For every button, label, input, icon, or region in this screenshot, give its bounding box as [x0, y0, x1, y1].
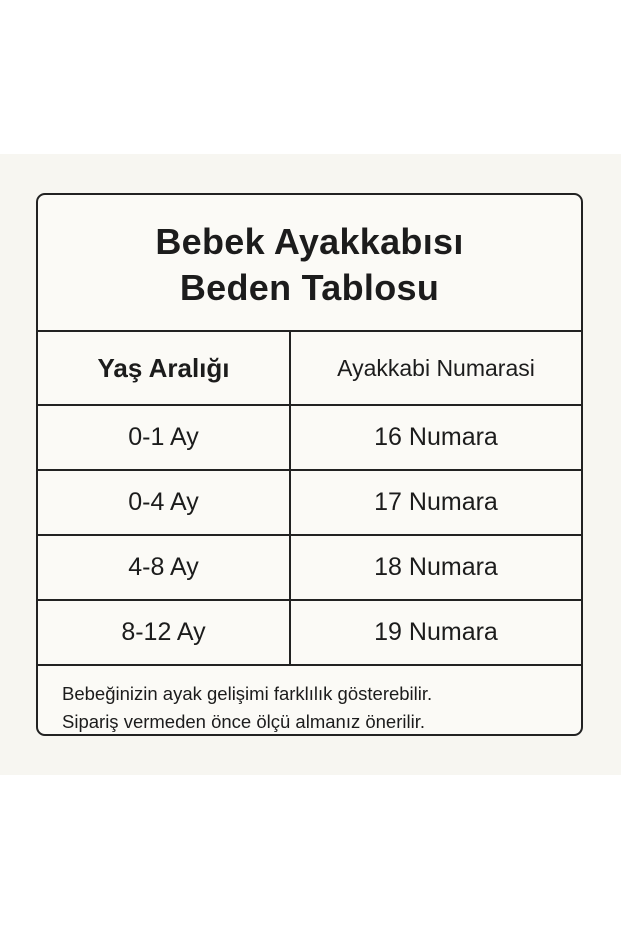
age-cell: 0-1 Ay [38, 405, 290, 470]
table-row [38, 405, 581, 470]
footnote [38, 666, 581, 736]
footnote-line-1: Bebeğinizin ayak gelişimi farklılık gösterebilir. [62, 683, 433, 704]
footnote-line-2: Sipariş vermeden önce ölçü almanız önerilir. [62, 711, 425, 732]
size-cell: 17 Numara [290, 470, 581, 535]
table-row [38, 470, 581, 535]
size-cell: 18 Numara [290, 535, 581, 600]
title-line-1: Bebek Ayakkabısı [155, 220, 464, 262]
size-chart-card [36, 193, 583, 736]
age-cell: 8-12 Ay [38, 600, 290, 665]
size-cell: 19 Numara [290, 600, 581, 665]
table-row [38, 600, 581, 665]
table-header-row [38, 332, 581, 405]
size-table [38, 332, 581, 666]
header-age-range: Yaş Aralığı [38, 332, 290, 405]
header-shoe-size: Ayakkabi Numarasi [290, 332, 581, 405]
chart-title [38, 195, 581, 332]
age-cell: 0-4 Ay [38, 470, 290, 535]
age-cell: 4-8 Ay [38, 535, 290, 600]
size-cell: 16 Numara [290, 405, 581, 470]
title-line-2: Beden Tablosu [179, 266, 440, 308]
table-row [38, 535, 581, 600]
